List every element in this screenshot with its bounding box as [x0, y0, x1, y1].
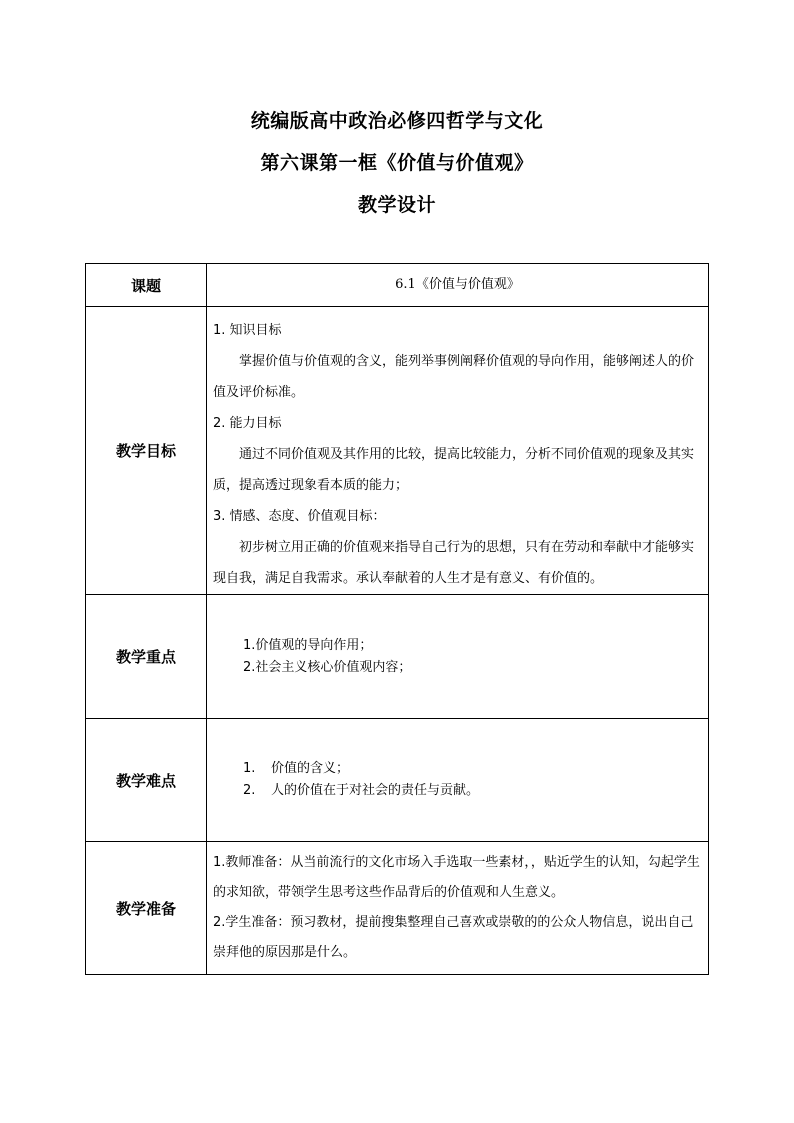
table-row-difficulties — [86, 719, 709, 842]
difficulty-number: 1. — [243, 761, 256, 776]
table-row-topic — [86, 264, 709, 307]
preparation-student: 2.学生准备：预习教材，提前搜集整理自己喜欢或崇敬的的公众人物信息，说出自己崇拜他的原因那是什么。 — [213, 915, 694, 960]
goal-heading-knowledge: 1. 知识目标 — [213, 323, 282, 338]
key-point-item: 2.社会主义核心价值观内容； — [243, 659, 412, 675]
difficulty-number: 2. — [243, 783, 256, 798]
topic-value: 6.1《价值与价值观》 — [207, 264, 709, 307]
difficulties-label: 教学难点 — [86, 719, 207, 842]
table-row-preparation — [86, 842, 709, 975]
goal-text-ability: 通过不同价值观及其作用的比较，提高比较能力，分析不同价值观的现象及其实质，提高透过现象看本质的能力； — [213, 447, 695, 493]
goal-text-emotion: 初步树立用正确的价值观来指导自己行为的思想，只有在劳动和奉献中才能够实现自我，满足自我需求。承认奉献着的人生才是有意义、有价值的。 — [213, 540, 695, 586]
difficulties-cell — [207, 719, 709, 842]
table-row-goals — [86, 307, 709, 595]
preparation-cell — [207, 842, 709, 975]
difficulty-text: 价值的含义； — [271, 761, 350, 776]
difficulty-item — [243, 758, 708, 780]
table-row-key-points — [86, 595, 709, 719]
goal-text-knowledge: 掌握价值与价值观的含义，能列举事例阐释价值观的导向作用，能够阐述人的价值及评价标准。 — [213, 354, 695, 400]
goals-label: 教学目标 — [86, 307, 207, 595]
lesson-title: 第六课第一框《价值与价值观》 — [260, 152, 534, 174]
goal-heading-ability: 2. 能力目标 — [213, 416, 282, 431]
difficulty-text: 人的价值在于对社会的责任与贡献。 — [271, 783, 480, 798]
goal-heading-emotion: 3. 情感、态度、价值观目标： — [213, 509, 386, 524]
topic-label: 课题 — [86, 264, 207, 307]
goals-cell — [207, 307, 709, 595]
preparation-teacher: 1.教师准备：从当前流行的文化市场入手选取一些素材，，贴近学生的认知，勾起学生的求知欲，带领学生思考这些作品背后的价值观和人生意义。 — [213, 855, 700, 900]
preparation-label: 教学准备 — [86, 842, 207, 975]
document-title: 统编版高中政治必修四哲学与文化 — [250, 110, 544, 132]
difficulty-item — [243, 780, 708, 802]
key-points-cell — [207, 595, 709, 719]
key-point-item: 1.价值观的导向作用； — [243, 637, 373, 653]
key-points-label: 教学重点 — [86, 595, 207, 719]
lesson-plan-table — [85, 263, 709, 975]
document-subtitle: 教学设计 — [357, 194, 436, 216]
